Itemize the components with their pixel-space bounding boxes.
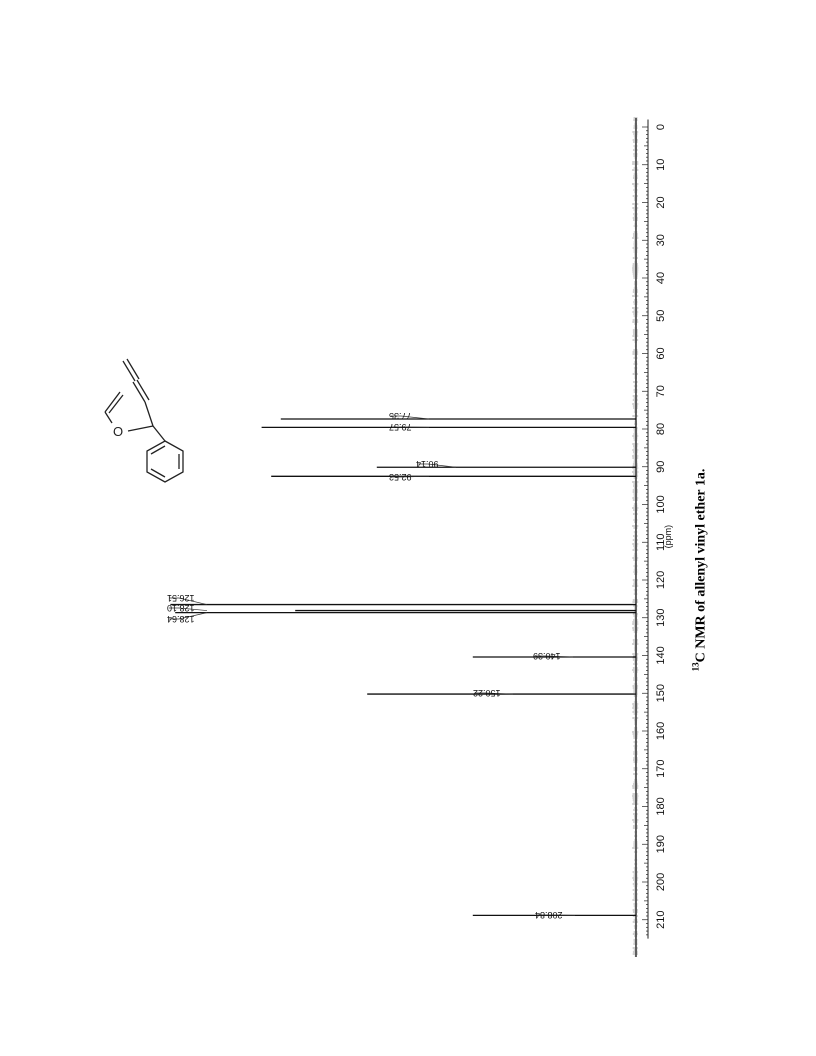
tick-label: 50 xyxy=(655,309,667,322)
peak-label: 90.14 xyxy=(416,459,439,469)
caption-nucleus: C xyxy=(693,652,709,663)
peak-label: 140.39 xyxy=(533,651,561,661)
ch-to-o-bond xyxy=(128,426,153,431)
tick-label: 190 xyxy=(655,835,667,854)
allene-bond xyxy=(133,382,145,402)
tick-label: 130 xyxy=(655,608,667,627)
ring-to-ch-bond xyxy=(153,426,165,441)
tick-label: 90 xyxy=(655,460,667,473)
tick-label: 10 xyxy=(655,158,667,171)
peak-label: 128.10 xyxy=(167,603,195,613)
tick-label: 100 xyxy=(655,495,667,514)
peak-labels xyxy=(167,411,575,920)
tick-label: 70 xyxy=(655,385,667,398)
peak-label: 79.57 xyxy=(389,422,412,432)
peak-label: 92.53 xyxy=(389,472,412,482)
caption-text: NMR of allenyl vinyl ether 1a. xyxy=(693,468,709,649)
caption-superscript: 13 xyxy=(690,662,701,672)
ppm-axis xyxy=(642,119,673,938)
allene-bond xyxy=(137,380,149,400)
peak-label: 208.84 xyxy=(535,910,563,920)
phenyl-ring xyxy=(147,441,183,482)
tick-label: 80 xyxy=(655,422,667,436)
peak-label: 128.64 xyxy=(167,614,195,624)
tick-label: 180 xyxy=(655,797,667,816)
tick-label: 210 xyxy=(655,910,667,929)
peak-lines xyxy=(170,419,636,915)
tick-label: 30 xyxy=(655,234,667,247)
tick-label: 60 xyxy=(655,347,667,360)
tick-label: 140 xyxy=(655,646,667,665)
axis-unit-label: (ppm) xyxy=(663,524,673,549)
noise-trace xyxy=(632,118,638,956)
tick-label: 120 xyxy=(655,570,667,590)
baseline-noise xyxy=(632,118,638,956)
tick-label: 20 xyxy=(655,196,667,209)
peak-label: 150.22 xyxy=(473,688,501,698)
allenyl-vinyl-ether-structure xyxy=(105,359,183,482)
ch-to-allene-bond xyxy=(145,402,153,426)
peak-label: 77.35 xyxy=(389,411,412,421)
tick-label: 200 xyxy=(655,872,667,892)
peak-label: 126.51 xyxy=(167,593,195,603)
o-to-vinyl-bond xyxy=(105,412,112,423)
tick-label: 0 xyxy=(655,123,667,131)
allene-bond xyxy=(127,359,139,379)
tick-label: 40 xyxy=(655,271,667,285)
tick-label: 110 xyxy=(655,533,667,552)
tick-label: 160 xyxy=(655,721,667,741)
tick-label: 150 xyxy=(655,684,667,703)
allene-bond xyxy=(123,361,135,381)
oxygen-atom: O xyxy=(112,424,124,439)
tick-label: 170 xyxy=(655,759,667,778)
